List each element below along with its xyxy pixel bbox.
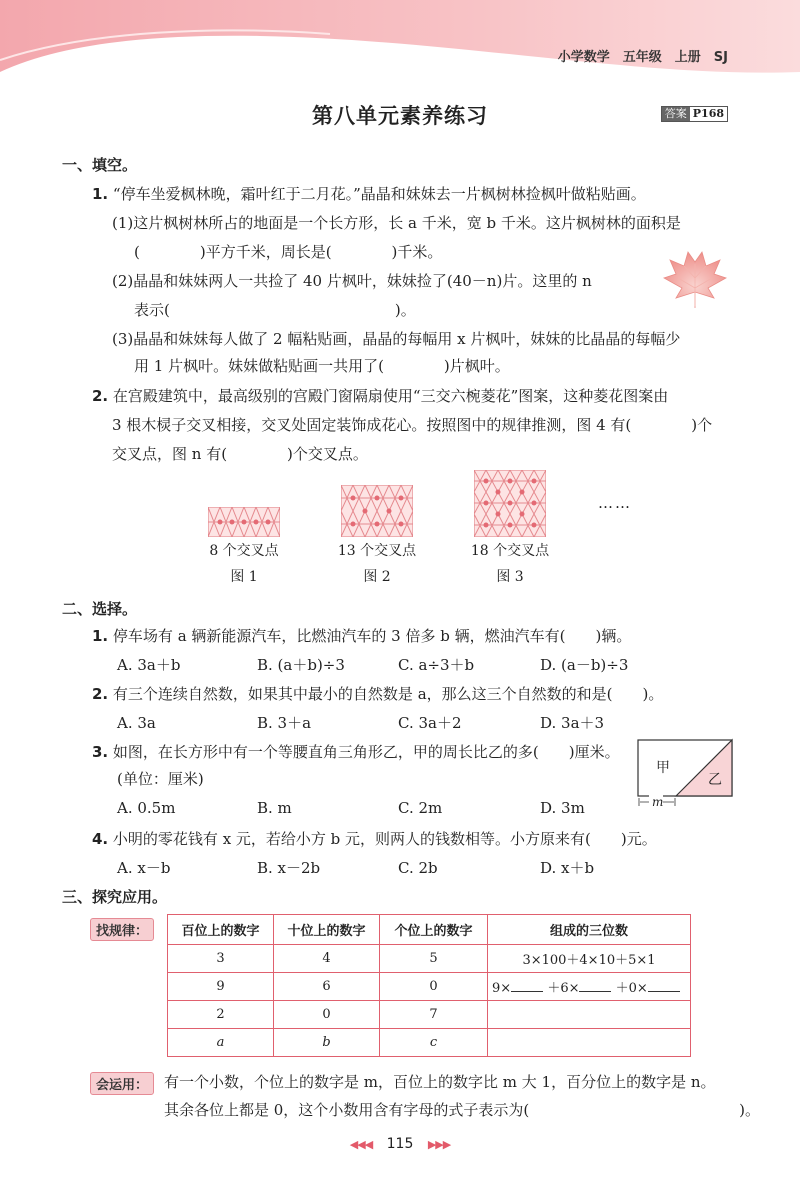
figure-ellipsis: …… xyxy=(598,494,632,512)
lattice-figure-3 xyxy=(474,470,546,537)
answer-page: P168 xyxy=(692,107,724,120)
q2-line1 xyxy=(92,385,668,407)
choice-q4-option-a[interactable]: A. x－b xyxy=(117,859,171,877)
figure3-count: 18 个交叉点 xyxy=(470,543,550,559)
table-cell: 6 xyxy=(274,973,380,1001)
page-number: 115 xyxy=(386,1136,414,1152)
q2-number: 2. xyxy=(92,387,109,405)
table-cell: b xyxy=(274,1029,380,1057)
choice-q2-option-d[interactable]: D. 3a＋3 xyxy=(540,714,605,732)
q2-line3: 交叉点，图 n 有( )个交叉点。 xyxy=(112,445,368,463)
page-title: 第八单元素养练习 xyxy=(312,104,488,128)
choice-q4-option-b[interactable]: B. x－2b xyxy=(257,859,321,877)
table-row xyxy=(168,1001,691,1029)
choice-q4-text: 小明的零花钱有 x 元，若给小方 b 元，则两人的钱数相等。小方原来有( )元。 xyxy=(112,830,657,848)
choice-q3-option-a[interactable]: A. 0.5m xyxy=(117,799,176,817)
answer-label: 答案 xyxy=(662,107,690,121)
table-cell: a xyxy=(168,1029,274,1057)
find-pattern-tag: 找规律： xyxy=(90,918,154,941)
choice-q3-number: 3. xyxy=(92,743,109,761)
arrow-right-icon: ▶▶▶ xyxy=(427,1138,451,1151)
table-row xyxy=(168,1029,691,1057)
table-cell[interactable] xyxy=(488,1029,691,1057)
section2-heading: 二、选择。 xyxy=(62,600,138,618)
choice-q3-option-c[interactable]: C. 2m xyxy=(398,799,443,817)
choice-q2-text: 有三个连续自然数，如果其中最小的自然数是 a，那么这三个自然数的和是( )。 xyxy=(112,685,664,703)
choice-q1-option-b[interactable]: B. (a＋b)÷3 xyxy=(257,656,345,674)
choice-q3-text: 如图，在长方形中有一个等腰直角三角形乙，甲的周长比乙的多( )厘米。 xyxy=(112,743,620,761)
table-cell: 3 xyxy=(168,945,274,973)
table-header: 十位上的数字 xyxy=(274,915,380,945)
blank-line[interactable] xyxy=(579,980,611,992)
table-cell: c xyxy=(380,1029,488,1057)
arrow-left-icon: ◀◀◀ xyxy=(349,1138,373,1151)
fill-part: 9× xyxy=(492,981,512,996)
table-row xyxy=(168,945,691,973)
table-header-row xyxy=(168,915,691,945)
figure1-label: 图 1 xyxy=(230,569,258,585)
choice-q3-unit: (单位：厘米) xyxy=(117,770,204,788)
table-cell: 0 xyxy=(380,973,488,1001)
q1-stem-text: “停车坐爱枫林晚，霜叶红于二月花。”晶晶和妹妹去一片枫树林捡枫叶做粘贴画。 xyxy=(112,185,646,203)
q2-line1-text: 在宫殿建筑中，最高级别的宫殿门窗隔扇使用“三交六椀菱花”图案，这种菱花图案由 xyxy=(112,387,669,405)
lattice-figure-2 xyxy=(341,485,413,537)
choice-q1-option-c[interactable]: C. a÷3＋b xyxy=(398,656,475,674)
choice-q4-option-d[interactable]: D. x＋b xyxy=(540,859,595,877)
table-cell: 9 xyxy=(168,973,274,1001)
q1-sub1-line1: (1)这片枫树林所占的地面是一个长方形，长 a 千米，宽 b 千米。这片枫树林的面积是 xyxy=(112,214,681,232)
choice-q4-stem xyxy=(92,828,657,850)
choice-q4-number: 4. xyxy=(92,830,109,848)
fill-part: ＋6× xyxy=(547,981,580,996)
q1-stem xyxy=(92,183,646,205)
figure2-label: 图 2 xyxy=(363,569,391,585)
apply-line1: 有一个小数，个位上的数字是 m，百位上的数字比 m 大 1，百分位上的数字是 n。 xyxy=(164,1073,716,1091)
label-m: m xyxy=(652,795,664,808)
apply-tag: 会运用： xyxy=(90,1072,154,1095)
figure3-label: 图 3 xyxy=(496,569,524,585)
choice-q1-number: 1. xyxy=(92,627,109,645)
figure1-count: 8 个交叉点 xyxy=(209,543,279,559)
table-cell: 4 xyxy=(274,945,380,973)
q1-sub2-line2: 表示( )。 xyxy=(134,301,416,319)
maple-leaf-icon xyxy=(662,248,728,310)
choice-q3-option-b[interactable]: B. m xyxy=(257,799,292,817)
choice-q2-option-b[interactable]: B. 3＋a xyxy=(257,714,312,732)
choice-q2-number: 2. xyxy=(92,685,109,703)
label-yi: 乙 xyxy=(708,772,722,788)
table-cell[interactable] xyxy=(488,1001,691,1029)
rectangle-triangle-figure xyxy=(636,738,736,808)
choice-q2-option-c[interactable]: C. 3a＋2 xyxy=(398,714,462,732)
choice-q1-option-d[interactable]: D. (a－b)÷3 xyxy=(540,656,629,674)
choice-q3-stem xyxy=(92,741,620,763)
section3-heading: 三、探究应用。 xyxy=(62,888,168,906)
table-header: 百位上的数字 xyxy=(168,915,274,945)
table-cell: 0 xyxy=(274,1001,380,1029)
q1-sub3-line2: 用 1 片枫叶。妹妹做粘贴画一共用了( )片枫叶。 xyxy=(134,357,510,375)
label-jia: 甲 xyxy=(656,760,670,776)
table-header: 个位上的数字 xyxy=(380,915,488,945)
fill-part: ＋0× xyxy=(615,981,648,996)
figure2-count: 13 个交叉点 xyxy=(337,543,417,559)
table-cell: 5 xyxy=(380,945,488,973)
table-cell: 7 xyxy=(380,1001,488,1029)
answer-reference[interactable] xyxy=(661,106,728,122)
table-row xyxy=(168,973,691,1001)
section1-heading: 一、填空。 xyxy=(62,156,138,174)
choice-q1-stem xyxy=(92,625,631,647)
q1-sub3-line1: (3)晶晶和妹妹每人做了 2 幅粘贴画，晶晶的每幅用 x 片枫叶，妹妹的比晶晶的每幅少 xyxy=(112,330,681,348)
q1-number: 1. xyxy=(92,185,109,203)
choice-q4-option-c[interactable]: C. 2b xyxy=(398,859,438,877)
q1-sub2-line1: (2)晶晶和妹妹两人一共捡了 40 片枫叶，妹妹捡了(40－n)片。这里的 n xyxy=(112,272,592,290)
choice-q2-stem xyxy=(92,683,663,705)
choice-q2-option-a[interactable]: A. 3a xyxy=(117,714,156,732)
table-header: 组成的三位数 xyxy=(488,915,691,945)
table-cell: 2 xyxy=(168,1001,274,1029)
apply-line2: 其余各位上都是 0，这个小数用含有字母的式子表示为( )。 xyxy=(164,1101,761,1119)
blank-line[interactable] xyxy=(648,980,680,992)
q1-sub1-line2: ( )平方千米，周长是( )千米。 xyxy=(134,243,443,261)
digit-table xyxy=(167,914,691,1057)
choice-q1-option-a[interactable]: A. 3a＋b xyxy=(117,656,181,674)
blank-line[interactable] xyxy=(511,980,543,992)
choice-q3-option-d[interactable]: D. 3m xyxy=(540,799,585,817)
table-cell: 3×100＋4×10＋5×1 xyxy=(488,945,691,973)
page-footer xyxy=(0,1136,800,1152)
table-cell-fill-in[interactable] xyxy=(488,973,691,1001)
choice-q1-text: 停车场有 a 辆新能源汽车，比燃油汽车的 3 倍多 b 辆，燃油汽车有( )辆。 xyxy=(112,627,632,645)
q2-line2: 3 根木棂子交叉相接，交叉处固定装饰成花心。按照图中的规律推测，图 4 有( )个 xyxy=(112,416,713,434)
lattice-figure-1 xyxy=(208,507,280,537)
series-label: 小学数学 五年级 上册 SJ xyxy=(557,50,728,65)
